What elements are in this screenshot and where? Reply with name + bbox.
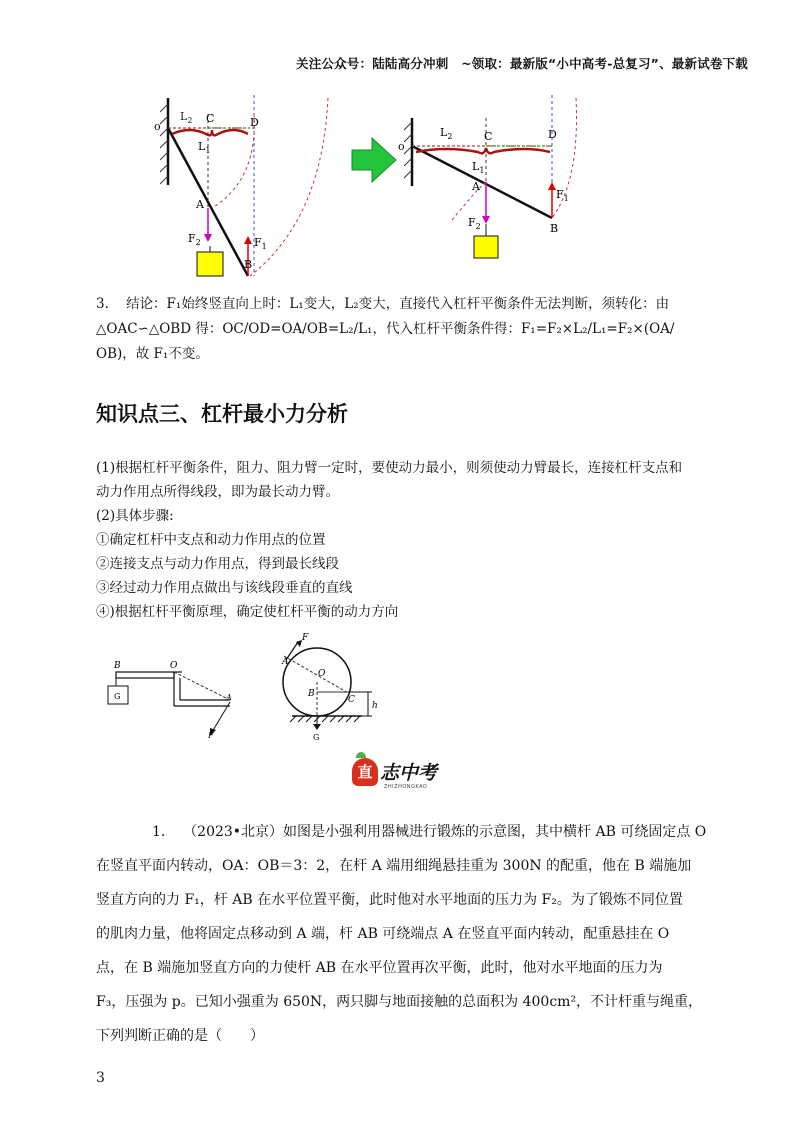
wheel-label-h: h xyxy=(372,701,378,711)
logo-leaf-icon xyxy=(356,752,366,758)
label-l2-right: L xyxy=(440,126,448,139)
logo-text: 志中考 xyxy=(380,762,438,784)
question-line-7: 下列判断正确的是（ ） xyxy=(96,1028,264,1044)
lever-label-g: G xyxy=(114,692,121,701)
conclusion-line-2: △OAC∽△OBD 得：OC/OD=OA/OB=L₂/L₁，代入杠杆平衡条件得：F₁=F₂×L₂/L₁=F₂×(OA/ xyxy=(96,321,675,337)
svg-text:L1 xyxy=(472,160,484,175)
label-c-right: C xyxy=(484,130,493,143)
svg-text:L2 xyxy=(180,110,192,125)
question-line-2: 在竖直平面内转动，OA：OB＝3：2，在杆 A 端用细绳悬挂重为 300N 的配重，他在 B 端施加 xyxy=(96,858,692,874)
label-f2-sub: 2 xyxy=(195,238,201,247)
label-o-right: o xyxy=(398,140,405,153)
conclusion-number: 3. xyxy=(96,296,109,312)
wheel-label-c: C xyxy=(348,695,355,705)
question-line-3: 竖直方向的力 F₁，杆 AB 在水平位置平衡，此时他对水平地面的压力为 F₂。为了锻炼不同位置 xyxy=(96,892,683,908)
content-line-2: 动力作用点所得线段，即为最长动力臂。 xyxy=(96,484,339,500)
left-lever-diagram xyxy=(154,95,328,276)
right-lever-diagram xyxy=(398,95,577,258)
label-l2-sub-right: 2 xyxy=(447,132,453,141)
step-3: ③经过动力作用点做出与该线段垂直的直线 xyxy=(96,580,353,596)
wheel-label-a: A xyxy=(282,657,289,667)
content-block xyxy=(96,456,716,624)
label-l1-right: L xyxy=(472,160,480,173)
label-a: A xyxy=(196,198,204,211)
section-title: 知识点三、杠杆最小力分析 xyxy=(96,402,348,426)
wheel-label-g: G xyxy=(313,733,320,742)
lever-rod-right xyxy=(412,146,552,218)
conclusion-line-3: OB)，故 F₁不变。 xyxy=(96,346,209,362)
bent-lever-diagram xyxy=(108,661,232,740)
label-l2-sub: 2 xyxy=(187,116,193,125)
content-line-1: (1)根据杠杆平衡条件，阻力、阻力臂一定时，要使动力最小，则须使动力臂最长，连接杠杆支点和 xyxy=(96,460,683,476)
conclusion-line-1: 结论：F₁始终竖直向上时：L₁变大，L₂变大，直接代入杠杆平衡条件无法判断，须转化：由 xyxy=(126,296,670,312)
zhizhongkao-logo xyxy=(352,752,452,798)
transition-arrow-icon xyxy=(352,138,396,182)
wheel-label-f: F xyxy=(302,633,309,643)
question-line-4: 的肌肉力量，他将固定点移动到 A 端，杆 AB 可绕端点 A 在竖直平面内转动，配重悬挂在 O xyxy=(96,926,670,942)
label-l1-sub: 1 xyxy=(205,146,211,155)
step-4: ④)根据杠杆平衡原理，确定使杠杆平衡的动力方向 xyxy=(96,604,399,620)
label-c: C xyxy=(206,112,215,125)
label-b-right: B xyxy=(550,222,559,235)
label-f1-sub: 1 xyxy=(261,242,267,251)
svg-text:F1 xyxy=(556,188,569,203)
lever-label-a: A xyxy=(226,693,232,702)
label-l1: L xyxy=(198,140,206,153)
label-l1-sub-right: 1 xyxy=(479,166,485,175)
svg-text:F1 xyxy=(254,236,267,251)
label-d-right: D xyxy=(548,128,557,141)
label-f1: F xyxy=(254,236,262,249)
label-a-right: A xyxy=(472,180,480,193)
lever-label-f: F xyxy=(208,731,214,740)
label-f2: F xyxy=(188,232,196,245)
question-number: 1. xyxy=(152,824,166,840)
weight-block xyxy=(197,252,223,276)
page-number: 3 xyxy=(96,1070,105,1086)
svg-text:F2 xyxy=(468,216,481,231)
question-line-1: （2023•北京）如图是小强利用器械进行锻炼的示意图，其中横杆 AB 可绕固定点 O xyxy=(183,824,707,840)
header-note: 关注公众号：陆陆高分冲刺 ~领取：最新版“小中高考-总复习”、最新试卷下载 xyxy=(296,56,748,71)
wheel-label-b: B xyxy=(308,689,315,699)
logo-seal: 直 xyxy=(352,758,378,786)
wheel-diagram xyxy=(281,633,378,742)
conclusion-paragraph xyxy=(96,292,716,367)
question-block xyxy=(96,815,716,1053)
question-line-5: 点，在 B 端施加竖直方向的力使杆 AB 在水平位置再次平衡，此时，他对水平地面的压力为 xyxy=(96,960,663,976)
step-2: ②连接支点与动力作用点，得到最长线段 xyxy=(96,556,339,572)
question-line-6: F₃，压强为 p。已知小强重为 650N，两只脚与地面接触的总面积为 400cm²，不计杆重与绳重， xyxy=(96,994,703,1010)
content-steps-title: (2)具体步骤: xyxy=(96,508,174,524)
label-d: D xyxy=(250,116,259,129)
label-b: B xyxy=(244,258,253,271)
weight-block-right xyxy=(474,236,498,258)
logo-subtext: ZHIZHONGKAO xyxy=(384,784,428,790)
label-o: o xyxy=(154,120,161,133)
lever-label-b: B xyxy=(114,661,121,671)
svg-text:L1 xyxy=(198,140,210,155)
label-f2-right: F xyxy=(468,216,476,229)
lever-label-o: O xyxy=(170,661,178,671)
label-f2-sub-right: 2 xyxy=(475,222,481,231)
lever-rotation-figure xyxy=(150,90,720,285)
wheel-label-o: O xyxy=(318,669,326,679)
label-f1-right: F xyxy=(556,188,564,201)
svg-text:L2 xyxy=(440,126,452,141)
step-1: ①确定杠杆中支点和动力作用点的位置 xyxy=(96,532,326,548)
svg-text:F2 xyxy=(188,232,201,247)
label-l2: L xyxy=(180,110,188,123)
minimum-force-figure xyxy=(100,630,400,745)
label-f1-sub-right: 1 xyxy=(563,194,569,203)
